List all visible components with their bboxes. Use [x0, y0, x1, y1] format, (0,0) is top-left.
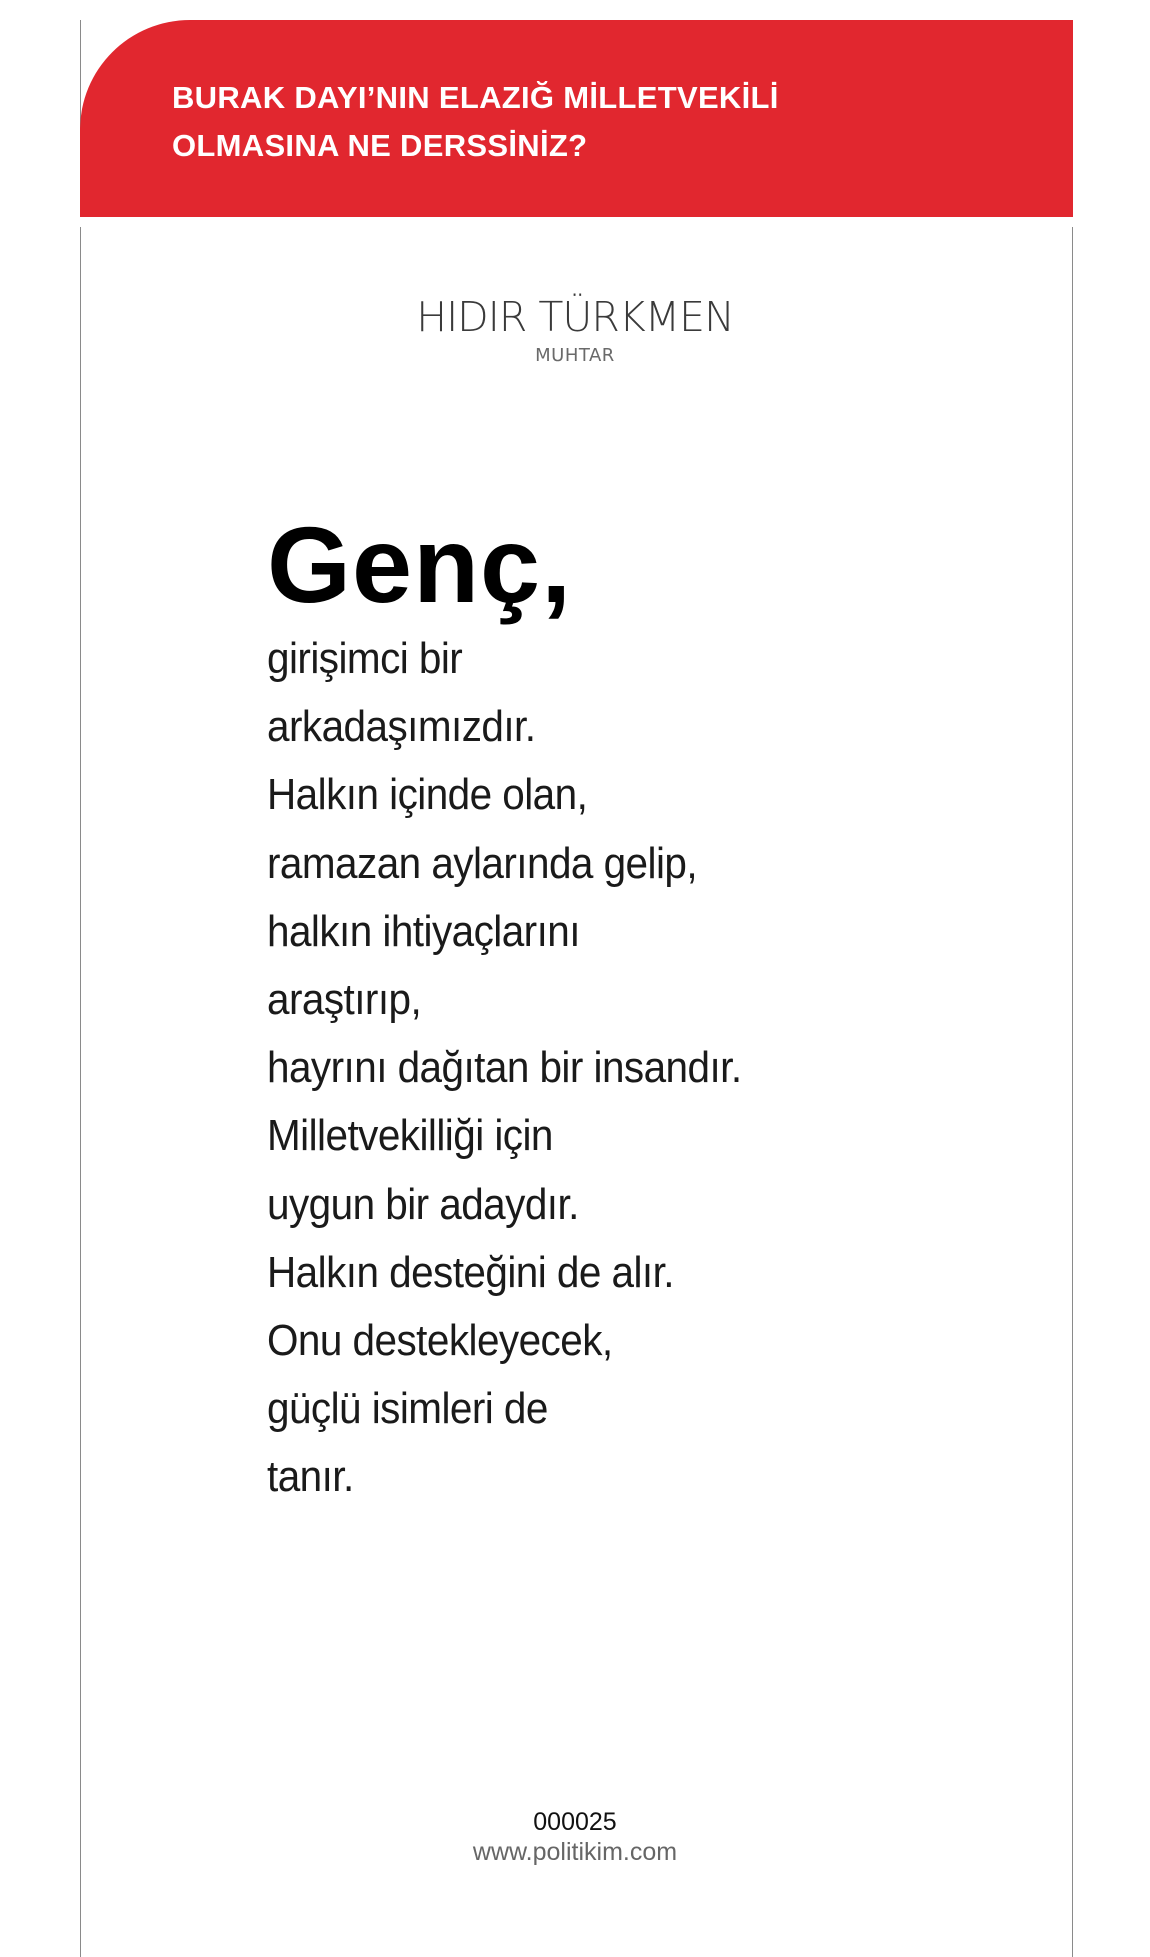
quote-line: girişimci bir [267, 634, 463, 683]
quote-line: halkın ihtiyaçlarını [267, 906, 580, 956]
quote-line: ramazan aylarında gelip, [267, 838, 698, 888]
banner-divider [80, 217, 1073, 227]
quote-block [267, 505, 967, 1512]
quote-line: tanır. [267, 1452, 354, 1502]
quote-line: Halkın desteğini de alır. [267, 1247, 674, 1297]
quote-line: Onu destekleyecek, [267, 1316, 613, 1366]
author-block [0, 292, 1150, 367]
quote-line: araştırıp, [267, 975, 422, 1025]
quote-line: arkadaşımızdır. [267, 702, 536, 752]
quote-line: Milletvekilliği için [267, 1111, 553, 1161]
author-role: MUHTAR [535, 345, 615, 366]
author-name: HIDIR TÜRKMEN [416, 293, 734, 341]
footer-url: www.politikim.com [472, 1838, 678, 1866]
quote-lines [267, 625, 967, 1512]
header-title: BURAK DAYI’NIN ELAZIĞ MİLLETVEKİLİ OLMASINA NE DERSSİNİZ? [172, 80, 779, 163]
quote-line: Halkın içinde olan, [267, 770, 588, 820]
footer [0, 1807, 1150, 1867]
quote-lead: Genç, [267, 504, 573, 625]
quote-line: uygun bir adaydır. [267, 1179, 579, 1229]
footer-code: 000025 [533, 1808, 617, 1836]
header-banner [80, 20, 1073, 217]
quote-line: hayrını dağıtan bir insandır. [267, 1043, 742, 1093]
quote-line: güçlü isimleri de [267, 1384, 548, 1434]
